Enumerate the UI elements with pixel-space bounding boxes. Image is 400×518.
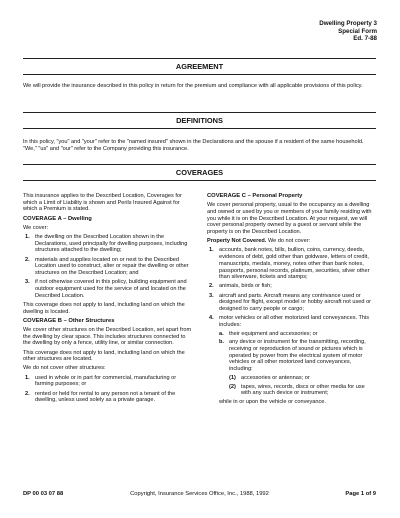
list-item: 1. accounts, bank notes, bills, bullion, coins, currency, deeds, evidences of debt, gold other than goldware, letters of credit, manuscripts, medals, money, notes other than bank notes, passports, personal records, platinum, securities, silver other than silverware, tickets and stamps; [209,247,370,281]
not-covered-paragraph [207,238,376,245]
agreement-heading: AGREEMENT [23,58,376,75]
page-number: Page 1 of 9 [345,491,376,497]
list-item: 2. materials and supplies located on or next to the Described Location used to construct, alter or repair the dwelling or other structures on the Described Location; and [25,256,189,277]
list-item: 3. if not otherwise covered in this policy, building equipment and outdoor equipment used for the service of and located on the Described Location. [25,279,187,299]
sub-sub-list-item: (2) tapes, wires, records, discs or other media for use with any such device or instrument; [229,383,365,397]
coverage-a-lead: We cover: [23,224,49,231]
form-subtitle: Special Form [338,27,377,35]
list-item: 2. animals, birds or fish; [209,283,272,290]
agreement-text: We will provide the insurance described in this policy in return for the premium and compliance with all applicable provisions of this policy. [23,83,363,89]
definitions-heading: DEFINITIONS [23,112,376,129]
sub-list-item: b. any device or instrument for the transmitting, recording, receiving or reproduction of sound or pictures which is operated by power from the electrical system of motor vehicles or all other motorized land conveyances, including: (1) accessories or antennas; or (2) tapes, wires, records, discs or other media for use with any such device or instrument; [219,339,376,397]
coverages-heading: COVERAGES [23,164,376,181]
list-item: 1. the dwelling on the Described Location shown in the Declarations, used principally for dwelling purposes, including structures attached to the dwelling; [25,234,188,254]
coverage-c-closing: while in or upon the vehicle or conveyance. [219,398,326,405]
coverage-a-note: This coverage does not apply to land, including land on which the dwelling is located. [23,301,185,315]
coverage-b-text: We cover other structures on the Described Location, set apart from the dwelling by clear space. This includes structures connected to the dwelling by only a fence, utility line, or similar connection. [23,326,192,347]
list-item: 4. motor vehicles or all other motorized land conveyances. This includes: a. their equipment and accessories; or b. any device or instrument for the transmitting, recording, receiving or reproduction of sound or pictures which is operated by power from the electrical system of motor vehicles or all other motorized land conveyances, including: (1) accessories or antennas; or (2) tapes, wires, records, discs or other media for use with any such device or instrument; while in or upon the vehicle or conveyance. [207,315,376,405]
not-covered-heading: Property Not Covered. [207,238,267,245]
form-title: Dwelling Property 3 [319,20,377,27]
left-column [23,193,192,406]
sub-list-item: a. their equipment and accessories; or [219,330,318,337]
coverages-intro: This insurance applies to the Described Location, Coverages for which a Limit of Liability is shown and Perils Insured Against for which a Premium is stated. [23,193,182,213]
right-column [207,193,376,408]
list-item: 2. rented or held for rental to any person not a tenant of the dwelling, unless used solely as a private garage. [25,390,176,404]
coverage-b-land-note: This coverage does not apply to land, including land on which the other structures are located. [23,349,185,363]
coverage-b-heading: COVERAGE B – Other Structures [23,317,115,324]
list-item: 3. aircraft and parts. Aircraft means any contrivance used or designed for flight, except model or hobby aircraft not used or designed to carry people or cargo; [209,292,372,313]
sub-sub-list-item: (1) accessories or antennas; or [229,374,310,381]
coverage-b-exclusion-lead: We do not cover other structures: [23,365,106,372]
definitions-text: In this policy, "you" and "your" refer to the "named insured" shown in the Declarations and the spouse if a resident of the same household. "We," "us" and "our" refer to the Company providing this insurance. [23,139,364,152]
coverage-c-text: We cover personal property, usual to the occupancy as a dwelling and owned or used by you or members of your family residing with you while it is on the Described Location. At your request, we will cover personal property owned by a guest or servant while the property is on the Described Location. [207,202,372,236]
not-covered-lead: We do not cover: [267,238,311,245]
form-header [319,20,377,43]
coverage-a-heading: COVERAGE A – Dwelling [23,215,92,222]
list-item: 1. used in whole or in part for commercial, manufacturing or farming purposes; or [25,374,177,388]
form-number: DP 00 03 07 88 [23,491,64,497]
copyright-notice: Copyright, Insurance Services Office, Inc., 1988, 1992 [130,491,269,497]
coverage-c-heading: COVERAGE C – Personal Property [207,193,303,199]
form-edition: Ed. 7-88 [353,35,377,43]
